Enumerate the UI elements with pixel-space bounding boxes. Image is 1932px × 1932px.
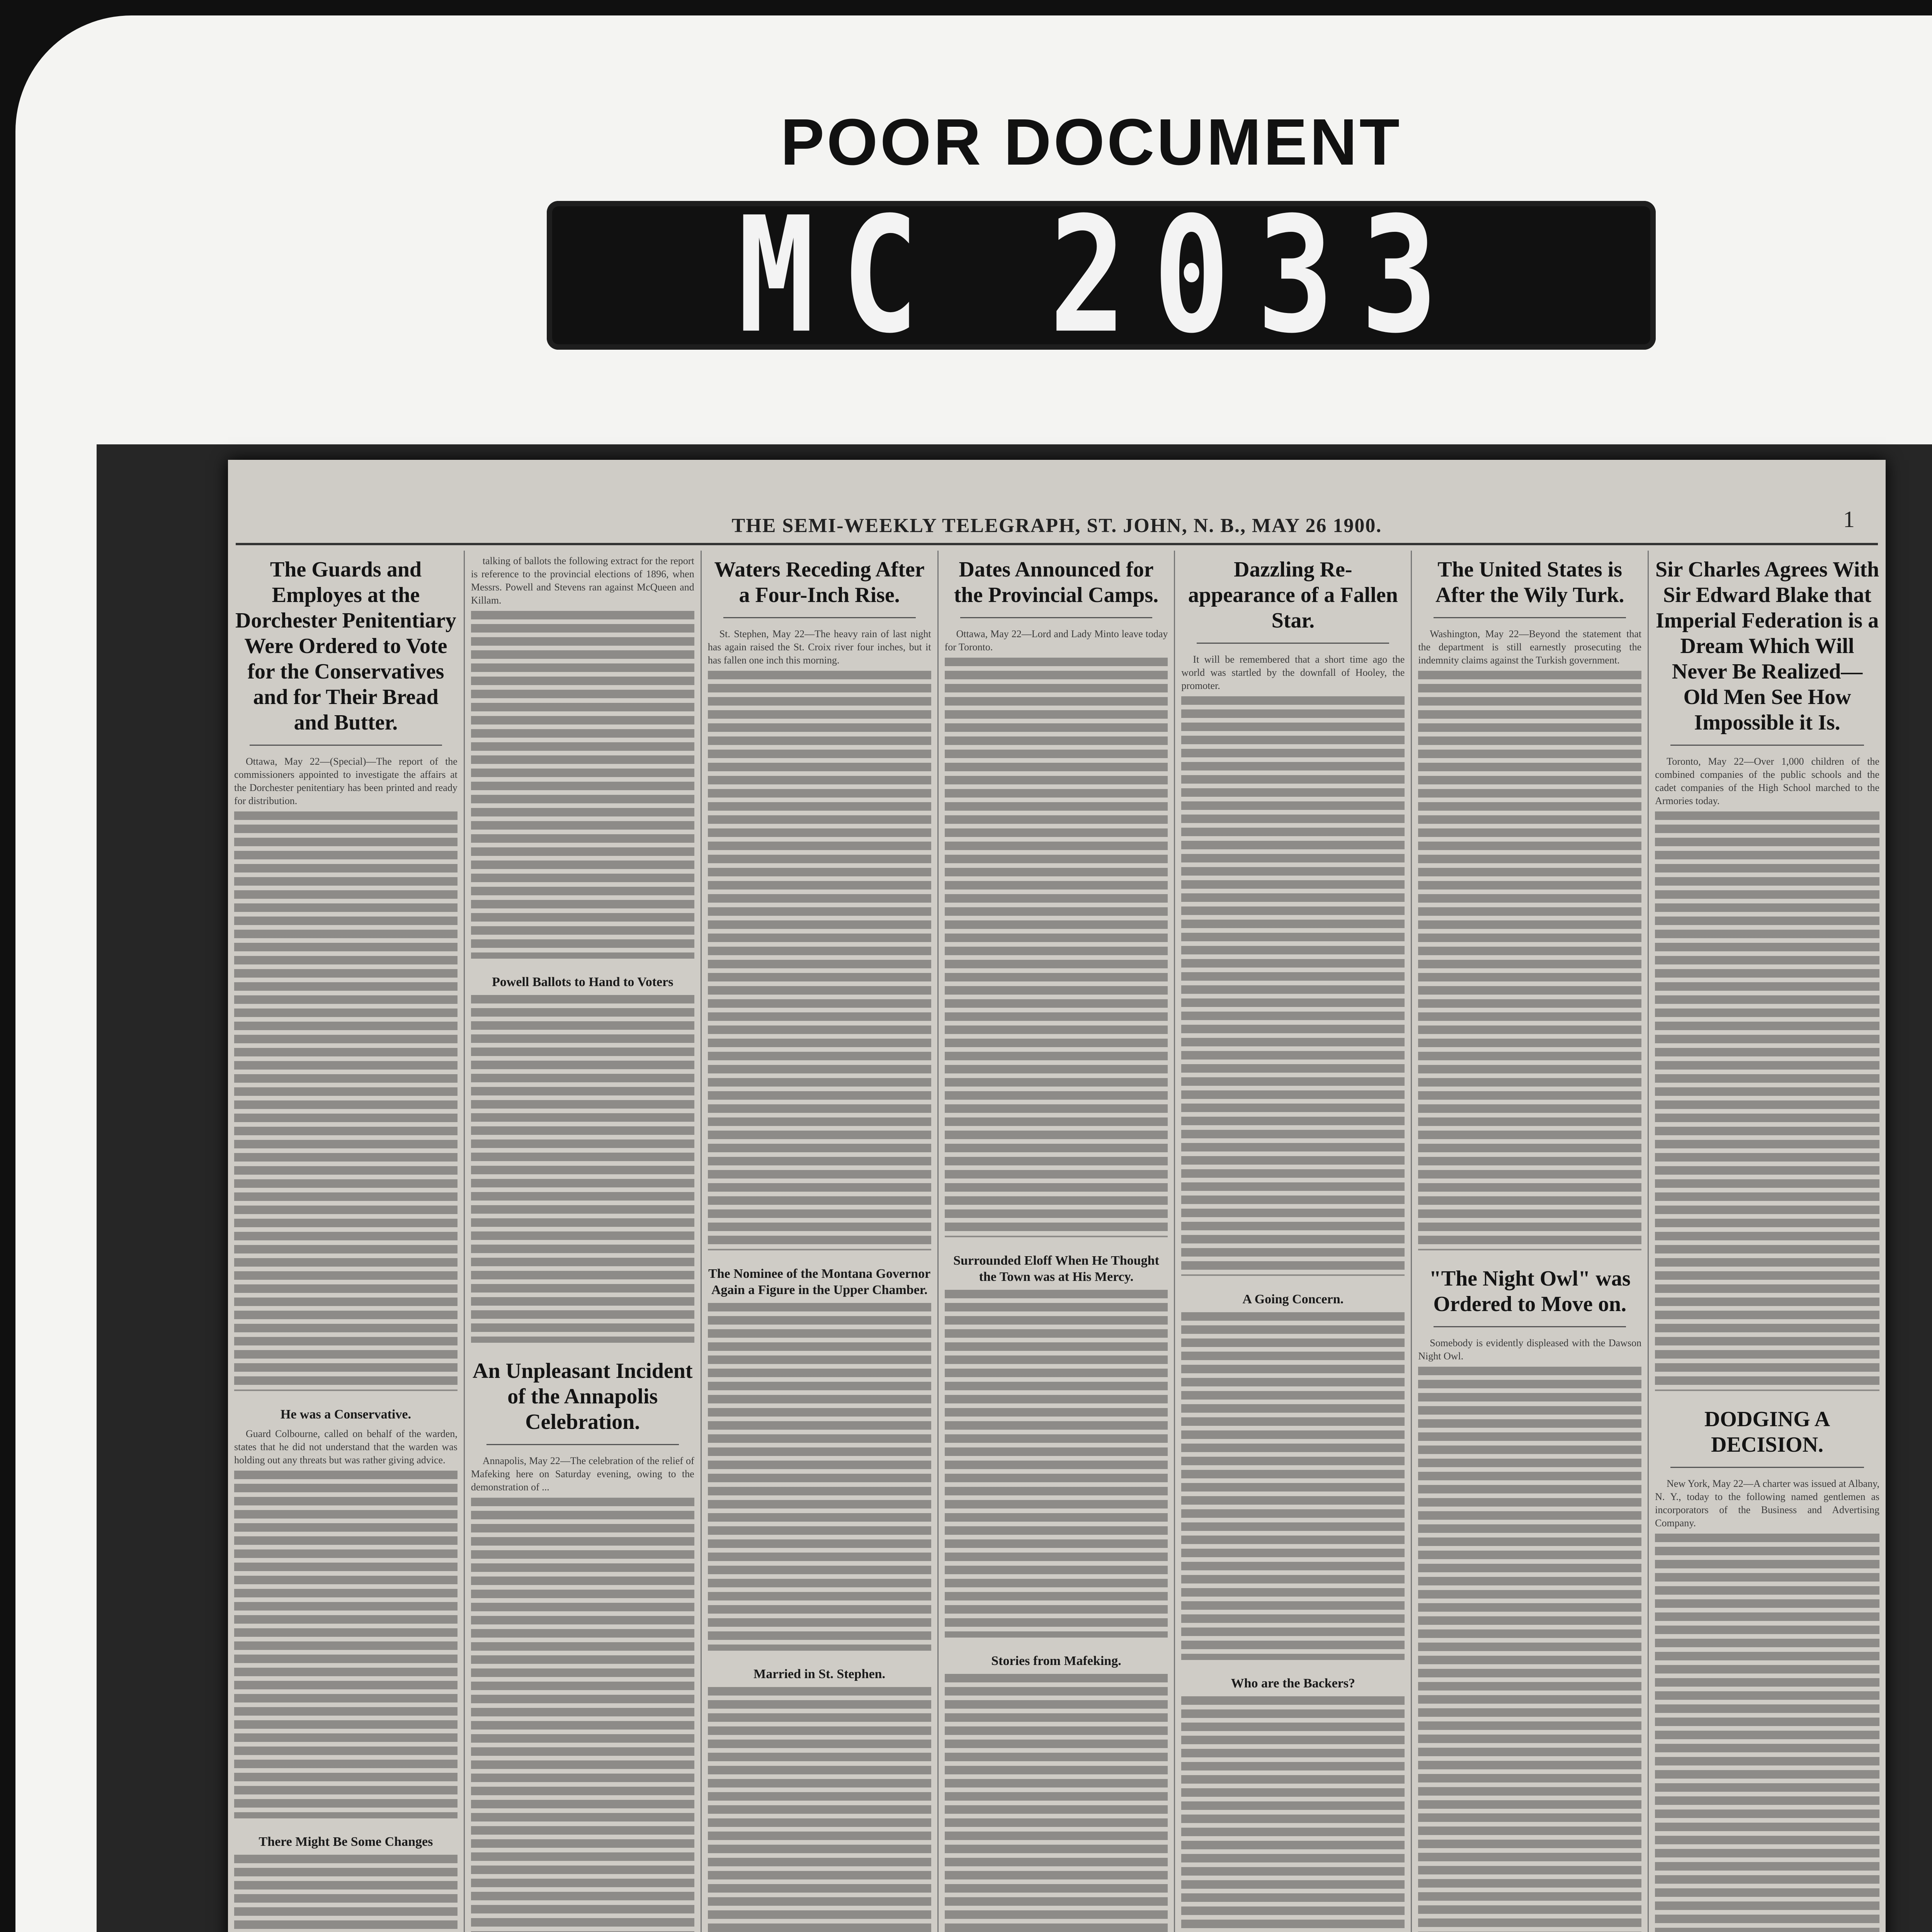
article-headline: DODGING A DECISION. [1704, 1407, 1830, 1457]
article-headline: Dates Announced for the Provincial Camps. [954, 558, 1159, 607]
article-headline: Dazzling Re-appearance of a Fallen Star. [1188, 558, 1398, 633]
article-subhead: There Might Be Some Changes [259, 1835, 433, 1849]
column-1 [228, 551, 465, 1932]
headline-rule [1434, 1326, 1626, 1327]
article-headline: Sir Charles Agrees With Sir Edward Blake that Imperial Federation is a Dream Which Will Never Be Realized—Old Men See How Impossible it Is. [1655, 558, 1879, 735]
headline-rule [1197, 643, 1389, 644]
column-6 [1412, 551, 1649, 1932]
reel-id-bar [547, 182, 1656, 368]
article [945, 557, 1168, 1237]
article-headline: The Guards and Employes at the Dorchester Penitentiary Were Ordered to Vote for the Conservatives and for Their Bread and Butter. [235, 558, 456, 735]
column-2 [465, 551, 702, 1932]
article [471, 974, 694, 1343]
headline-rule [1670, 745, 1864, 746]
article [471, 554, 694, 959]
article [1418, 1266, 1641, 1932]
article [1181, 1291, 1405, 1660]
article [1655, 557, 1879, 1391]
article-subhead: Who are the Backers? [1231, 1676, 1355, 1690]
article [1181, 1675, 1405, 1932]
newspaper-columns [228, 551, 1886, 1932]
article-lead-text: Washington, May 22—Beyond the statement that the department is still earnestly prosecuting the indemnity claims against the Turkish government. [1418, 628, 1642, 666]
article-subhead: Stories from Mafeking. [991, 1654, 1121, 1668]
article-lead-text: It will be remembered that a short time ago the world was startled by the downfall of Hooley, the promoter. [1181, 654, 1405, 691]
article-lead-text: St. Stephen, May 22—The heavy rain of last night has again raised the St. Croix river four inches, but it has fallen one inch this morning. [707, 628, 931, 666]
article [234, 1834, 457, 1932]
reel-id: MC 2033 [738, 182, 1465, 368]
article [945, 1653, 1168, 1932]
illegible-body-text [1418, 1367, 1641, 1932]
article-lead-text: Somebody is evidently displeased with the Dawson Night Owl. [1418, 1337, 1642, 1362]
illegible-body-text [1181, 1312, 1405, 1660]
article-lead-text: talking of ballots the following extract for the report is reference to the provincial elections of 1896, when Messrs. Powell and Stevens ran against McQueen and Killam. [471, 555, 694, 606]
headline-rule [486, 1444, 679, 1445]
illegible-body-text [708, 1303, 931, 1651]
illegible-body-text [471, 611, 694, 959]
article [234, 557, 457, 1391]
illegible-body-text [1181, 1696, 1405, 1932]
article [708, 1666, 931, 1932]
article [708, 1266, 931, 1651]
illegible-body-text [1418, 671, 1641, 1250]
illegible-body-text [945, 1674, 1168, 1932]
headline-rule [250, 745, 442, 746]
illegible-body-text [471, 995, 694, 1343]
illegible-body-text [471, 1498, 694, 1932]
headline-rule [960, 617, 1153, 618]
article-headline: "The Night Owl" was Ordered to Move on. [1429, 1267, 1631, 1316]
article-subhead: Surrounded Eloff When He Thought the Town was at His Mercy. [953, 1253, 1159, 1284]
article-headline: Waters Receding After a Four-Inch Rise. [714, 558, 925, 607]
article-lead-text: Ottawa, May 22—(Special)—The report of the commissioners appointed to investigate the affairs at the Dorchester penitentiary has been printed and ready for distribution. [234, 756, 457, 806]
article [1418, 557, 1641, 1250]
article [1655, 1406, 1879, 1932]
column-3 [702, 551, 939, 1932]
article-subhead: Powell Ballots to Hand to Voters [492, 975, 673, 989]
article-lead-text: Ottawa, May 22—Lord and Lady Minto leave today for Toronto. [944, 628, 1168, 653]
illegible-body-text [234, 1855, 457, 1932]
illegible-body-text [1181, 696, 1405, 1276]
newspaper-page [228, 460, 1886, 1932]
column-7 [1649, 551, 1886, 1932]
masthead-rule [236, 543, 1878, 545]
illegible-body-text [945, 1290, 1168, 1638]
article-lead-text: New York, May 22—A charter was issued at Albany, N. Y., today to the following named gentlemen as incorporators of the Business and Advertising Company. [1655, 1478, 1879, 1529]
masthead-title: THE SEMI-WEEKLY TELEGRAPH, ST. JOHN, N. B., MAY 26 1900. [731, 515, 1382, 537]
article-subhead: A Going Concern. [1242, 1292, 1344, 1306]
article [234, 1406, 457, 1818]
illegible-body-text [1655, 1534, 1879, 1932]
column-4 [939, 551, 1175, 1932]
article [945, 1253, 1168, 1638]
article-subhead: He was a Conservative. [280, 1407, 411, 1422]
article-subhead: The Nominee of the Montana Governor Again a Figure in the Upper Chamber. [708, 1267, 931, 1297]
illegible-body-text [234, 1471, 457, 1818]
illegible-body-text [708, 1687, 931, 1932]
article [471, 1358, 694, 1932]
headline-rule [1670, 1467, 1864, 1468]
article-headline: An Unpleasant Incident of the Annapolis Celebration. [473, 1359, 693, 1434]
article-lead-text: Toronto, May 22—Over 1,000 children of the combined companies of the public schools and the cadet companies of the High School marched to the Armories today. [1655, 756, 1879, 806]
headline-rule [1434, 617, 1626, 618]
article [1181, 557, 1405, 1276]
page-number: 1 [1843, 507, 1855, 532]
masthead [228, 460, 1886, 537]
article [708, 557, 931, 1250]
headline-rule [723, 617, 916, 618]
article-lead-text: Guard Colbourne, called on behalf of the warden, states that he did not understand that the warden was holding out any threats but was rather giving advice. [234, 1428, 457, 1466]
illegible-body-text [708, 671, 931, 1250]
article-lead-text: Annapolis, May 22—The celebration of the relief of Mafeking here on Saturday evening, owing to the demonstration of ... [471, 1455, 694, 1493]
poor-document-label: POOR DOCUMENT [781, 105, 1402, 179]
illegible-body-text [945, 658, 1168, 1237]
article-subhead: Married in St. Stephen. [753, 1667, 886, 1681]
illegible-body-text [1655, 811, 1879, 1391]
column-5 [1175, 551, 1412, 1932]
article-headline: The United States is After the Wily Turk. [1435, 558, 1624, 607]
illegible-body-text [234, 811, 457, 1391]
